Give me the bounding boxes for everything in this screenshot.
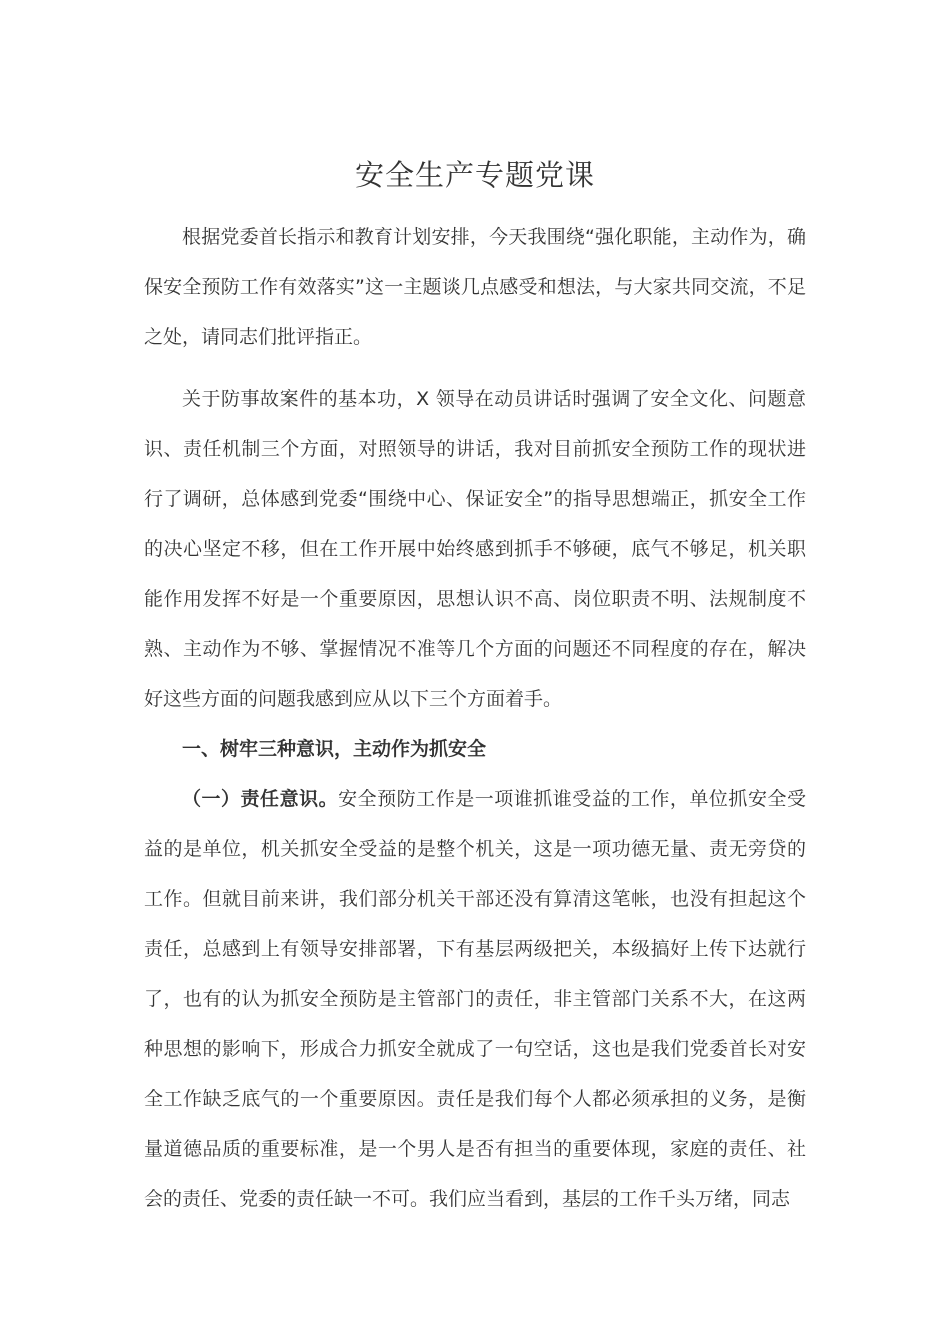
subsection-text: 安全预防工作是一项谁抓谁受益的工作，单位抓安全受益的是单位，机关抓安全受益的是整个机关，这是一项功德无量、责无旁贷的工作。但就目前来讲，我们部分机关干部还没有算清这笔帐，也没有担起这个责任，总感到上有领导安排部署，下有基层两级把关，本级搞好上传下达就行了，也有的认为抓安全预防是主管部门的责任，非主管部门关系不大，在这两种思想的影响下，形成合力抓安全就成了一句空话，这也是我们党委首长对安全工作缺乏底气的一个重要原因。责任是我们每个人都必须承担的义务，是衡量道德品质的重要标准，是一个男人是否有担当的重要体现，家庭的责任、社会的责任、党委的责任缺一不可。我们应当看到，基层的工作千头万绪，同志 [144, 788, 806, 1210]
analysis-paragraph: 关于防事故案件的基本功，X 领导在动员讲话时强调了安全文化、问题意识、责任机制三个方面，对照领导的讲话，我对目前抓安全预防工作的现状进行了调研，总体感到党委“围绕中心、保证安全”的指导思想端正，抓安全工作的决心坚定不移，但在工作开展中始终感到抓手不够硬，底气不够足，机关职能作用发挥不好是一个重要原因，思想认识不高、岗位职责不明、法规制度不熟、主动作为不够、掌握情况不准等几个方面的问题还不同程度的存在，解决好这些方面的问题我感到应从以下三个方面着手。 [144, 388, 806, 710]
document-title: 安全生产专题党课 [354, 158, 595, 192]
document-body [144, 212, 806, 1224]
section-heading: 一、树牢三种意识，主动作为抓安全 [182, 738, 487, 760]
subsection-paragraph [144, 774, 806, 1224]
intro-paragraph: 根据党委首长指示和教育计划安排，今天我围绕“强化职能，主动作为，确保安全预防工作有效落实”这一主题谈几点感受和想法，与大家共同交流，不足之处，请同志们批评指正。 [144, 226, 806, 348]
subsection-lead: （一）责任意识。 [182, 788, 339, 810]
